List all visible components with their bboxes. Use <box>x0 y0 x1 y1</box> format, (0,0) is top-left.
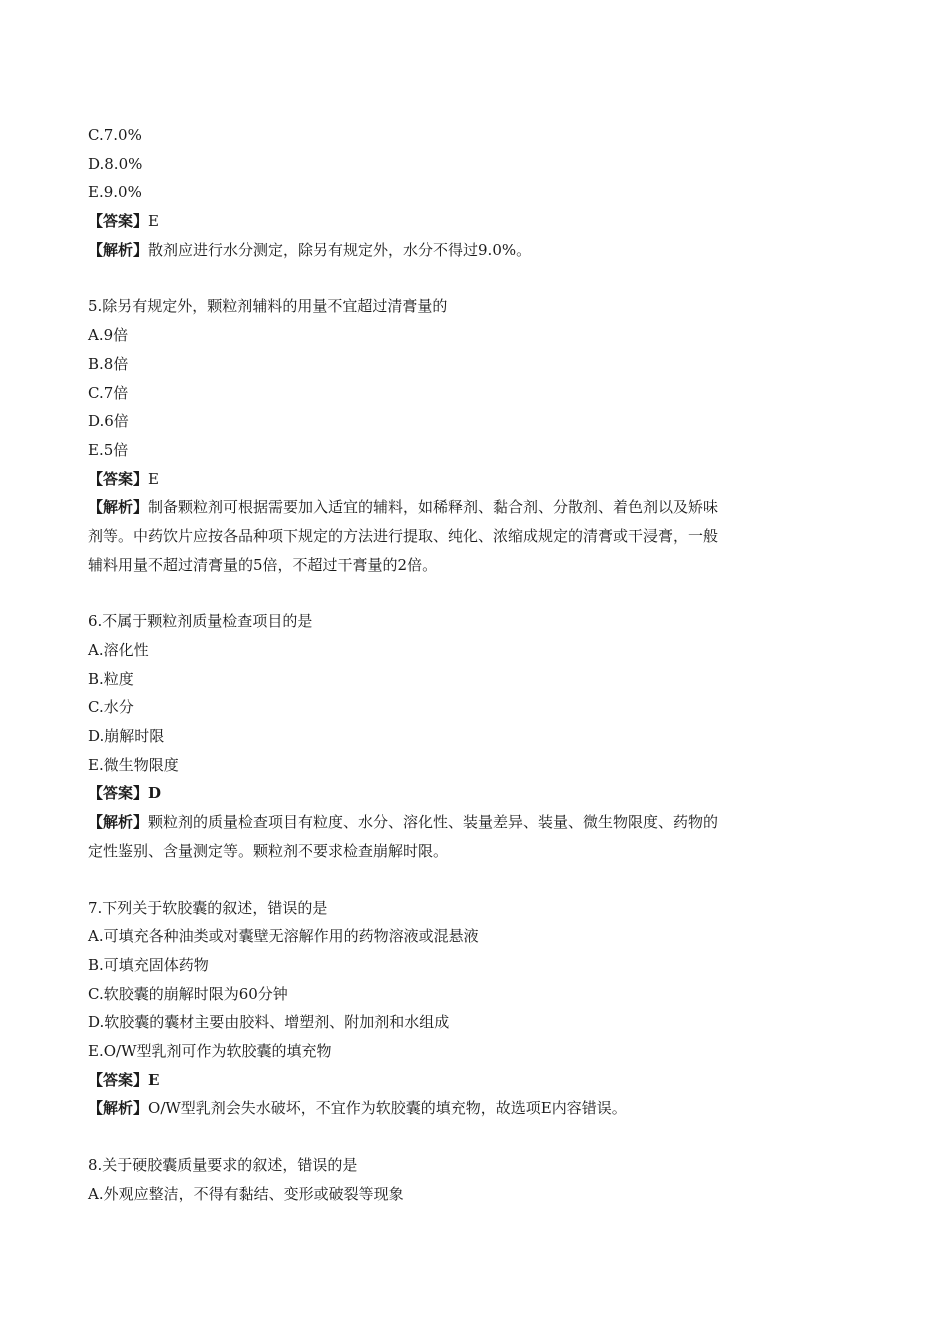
option-a: A.可填充各种油类或对囊壁无溶解作用的药物溶液或混悬液 <box>88 927 479 946</box>
answer-value: D <box>148 784 162 803</box>
analysis-line-1 <box>88 493 808 522</box>
question-stem: 6.不属于颗粒剂质量检查项目的是 <box>88 612 313 631</box>
answer-label: 【答案】 <box>88 469 149 488</box>
answer-value: E <box>148 212 159 231</box>
option-b: B.可填充固体药物 <box>88 955 209 974</box>
option-a: A.9倍 <box>88 326 129 345</box>
analysis-line-2: 剂等。中药饮片应按各品种项下规定的方法进行提取、纯化、浓缩成规定的清膏或干浸膏，一般 <box>88 526 719 545</box>
analysis-line-3: 辅料用量不超过清膏量的5倍，不超过干膏量的2倍。 <box>88 555 438 574</box>
question-6 <box>88 607 808 865</box>
option-b: B.粒度 <box>88 669 134 688</box>
option-c: C.软胶囊的崩解时限为60分钟 <box>88 984 288 1003</box>
question-7 <box>88 894 808 1124</box>
answer-label: 【答案】 <box>88 784 149 803</box>
document-page <box>88 121 808 1208</box>
analysis-line <box>88 236 808 265</box>
question-stem: 8.关于硬胶囊质量要求的叙述，错误的是 <box>88 1156 358 1174</box>
option-d: D.软胶囊的囊材主要由胶料、增塑剂、附加剂和水组成 <box>88 1013 450 1032</box>
option-e: E.O/W型乳剂可作为软胶囊的填充物 <box>88 1041 332 1060</box>
analysis-text: 制备颗粒剂可根据需要加入适宜的辅料，如稀释剂、黏合剂、分散剂、着色剂以及矫味 <box>148 498 719 517</box>
analysis-label: 【解析】 <box>88 1099 149 1118</box>
analysis-line <box>88 1094 808 1123</box>
question-stem: 5.除另有规定外，颗粒剂辅料的用量不宜超过清膏量的 <box>88 297 448 316</box>
option-c: C.水分 <box>88 698 134 717</box>
option-b: B.8倍 <box>88 354 129 373</box>
analysis-label: 【解析】 <box>88 498 149 517</box>
option-e: E.5倍 <box>88 440 129 459</box>
answer-value: E <box>148 469 159 488</box>
question-4-tail <box>88 121 808 264</box>
option-c: C.7倍 <box>88 383 129 402</box>
analysis-text: 散剂应进行水分测定，除另有规定外，水分不得过9.0%。 <box>148 240 532 259</box>
option-a: A.外观应整洁，不得有黏结、变形或破裂等现象 <box>88 1184 404 1203</box>
answer-value: E <box>148 1070 160 1089</box>
spacer <box>88 1123 808 1151</box>
analysis-text: 颗粒剂的质量检查项目有粒度、水分、溶化性、装量差异、装量、微生物限度、药物的 <box>148 813 719 832</box>
spacer <box>88 866 808 894</box>
option-a: A.溶化性 <box>88 641 149 659</box>
question-5 <box>88 292 808 579</box>
spacer <box>88 264 808 292</box>
option-c: C.7.0% <box>88 126 142 144</box>
analysis-label: 【解析】 <box>88 240 149 259</box>
analysis-line-2: 定性鉴别、含量测定等。颗粒剂不要求检查崩解时限。 <box>88 841 449 860</box>
analysis-text: O/W型乳剂会失水破坏，不宜作为软胶囊的填充物，故选项E内容错误。 <box>148 1099 627 1118</box>
analysis-label: 【解析】 <box>88 813 149 832</box>
option-d: D.6倍 <box>88 412 129 431</box>
answer-line <box>88 779 808 808</box>
answer-label: 【答案】 <box>88 212 149 231</box>
option-d: D.崩解时限 <box>88 727 165 746</box>
option-e: E.微生物限度 <box>88 755 179 774</box>
answer-line <box>88 465 808 494</box>
answer-line <box>88 1066 808 1095</box>
option-e: E.9.0% <box>88 183 142 202</box>
option-d: D.8.0% <box>88 154 143 173</box>
spacer <box>88 579 808 607</box>
question-stem: 7.下列关于软胶囊的叙述，错误的是 <box>88 898 328 917</box>
question-8 <box>88 1151 808 1208</box>
answer-label: 【答案】 <box>88 1070 149 1089</box>
analysis-line-1 <box>88 808 808 837</box>
answer-line <box>88 207 808 236</box>
